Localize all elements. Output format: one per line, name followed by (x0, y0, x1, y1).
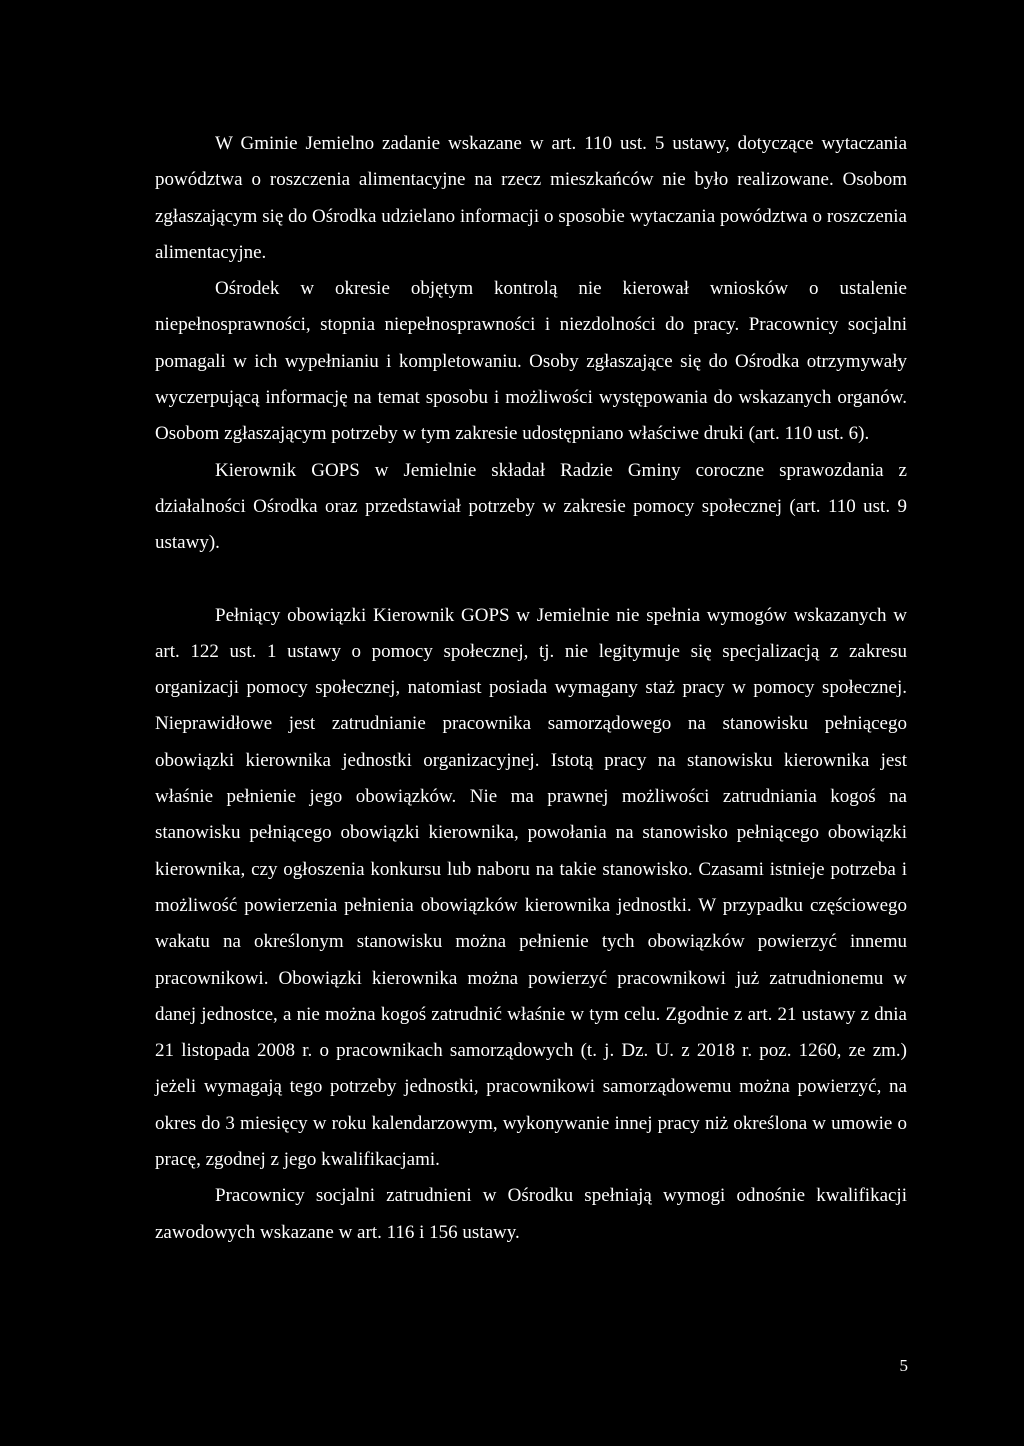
paragraph-acting-manager: Pełniący obowiązki Kierownik GOPS w Jemielnie nie spełnia wymogów wskazanych w art. 122 ust. 1 ustawy o pomocy społecznej, tj. nie legitymuje się specjalizacją z zakresu organizacji pomocy społecznej, natomiast posiada wymagany staż pracy w pomocy społecznej. Nieprawidłowe jest zatrudnianie pracownika samorządowego na stanowisku pełniącego obowiązki kierownika jednostki organizacyjnej. Istotą pracy na stanowisku kierownika jest właśnie pełnienie jego obowiązków. Nie ma prawnej możliwości zatrudniania kogoś na stanowisku pełniącego obowiązki kierownika, powołania na stanowisko pełniącego obowiązki kierownika, czy ogłoszenia konkursu lub naboru na takie stanowisko. Czasami istnieje potrzeba i możliwość powierzenia pełnienia obowiązków kierownika jednostki. W przypadku częściowego wakatu na określonym stanowisku można pełnienie tych obowiązków powierzyć innemu pracownikowi. Obowiązki kierownika można powierzyć pracownikowi już zatrudnionemu w danej jednostce, a nie można kogoś zatrudnić właśnie w tym celu. Zgodnie z art. 21 ustawy z dnia 21 listopada 2008 r. o pracownikach samorządowych (t. j. Dz. U. z 2018 r. poz. 1260, ze zm.) jeżeli wymagają tego potrzeby jednostki, pracownikowi samorządowemu można powierzyć, na okres do 3 miesięcy w roku kalendarzowym, wykonywanie innej pracy niż określona w umowie o pracę, zgodnej z jego kwalifikacjami. (155, 604, 907, 1171)
paragraph-disability-applications: Ośrodek w okresie objętym kontrolą nie kierował wniosków o ustalenie niepełnosprawności, stopnia niepełnosprawności i niezdolności do pracy. Pracownicy socjalni pomagali w ich wypełnianiu i kompletowaniu. Osoby zgłaszające się do Ośrodka otrzymywały wyczerpującą informację na temat sposobu i możliwości występowania do wskazanych organów. Osobom zgłaszającym potrzeby w tym zakresie udostępniano właściwe druki (art. 110 ust. 6). (155, 278, 907, 445)
paragraph-reports-to-council: Kierownik GOPS w Jemielnie składał Radzie Gminy coroczne sprawozdania z działalności Ośrodka oraz przedstawiał potrzeby w zakresie pomocy społecznej (art. 110 ust. 9 ustawy). (155, 459, 907, 554)
page-number: 5 (899, 1356, 908, 1375)
document-body (155, 126, 907, 1251)
paragraph-social-workers-qualifications: Pracownicy socjalni zatrudnieni w Ośrodku spełniają wymogi odnośnie kwalifikacji zawodowych wskazane w art. 116 i 156 ustawy. (155, 1185, 907, 1243)
paragraph-alimony-claims: W Gminie Jemielno zadanie wskazane w art. 110 ust. 5 ustawy, dotyczące wytaczania powództwa o roszczenia alimentacyjne na rzecz mieszkańców nie było realizowane. Osobom zgłaszającym się do Ośrodka udzielano informacji o sposobie wytaczania powództwa o roszczenia alimentacyjne. (155, 133, 907, 263)
